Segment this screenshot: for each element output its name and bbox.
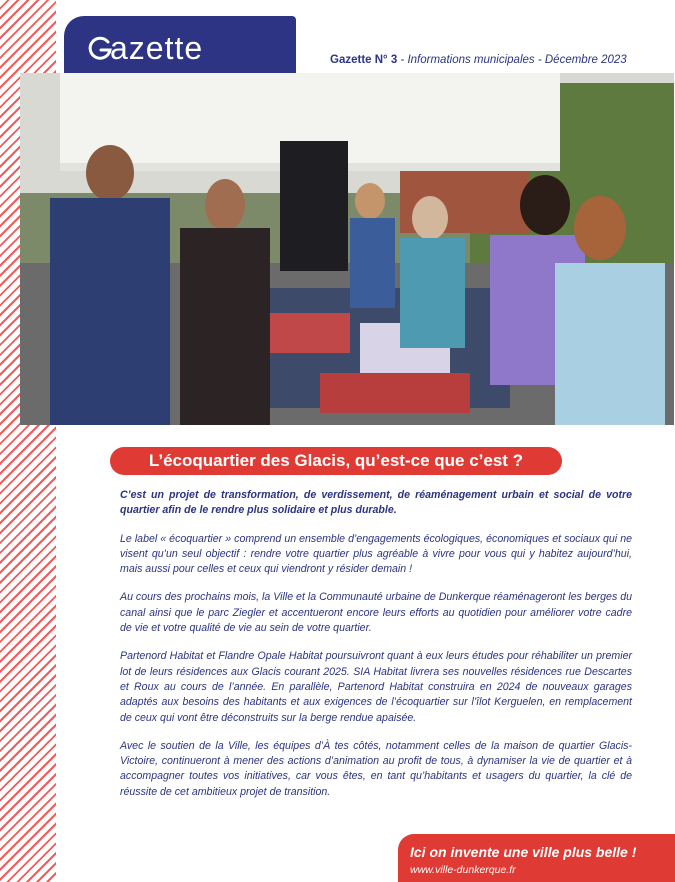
issue-info [330, 54, 640, 66]
article-paragraph: Au cours des prochains mois, la Ville et la Communauté urbaine de Dunkerque réaménageront les berges du canal ainsi que le parc Ziegler et accentueront encore leurs efforts au quotidien pour améliorer votre cadre de vie et votre qualité de vie au sein de votre quartier. [120, 591, 632, 635]
article-paragraph: Avec le soutien de la Ville, les équipes d’À tes côtés, notamment celles de la maison de quartier Glacis-Victoire, continueront à mener des actions d’animation au profit de tous, à dynamiser la vie de quartier et à accompagner toutes vos initiatives, car vous êtes, en tant qu’habitants et usagers du quartier, la clé de réussite de cet ambitieux projet de transition. [120, 739, 632, 798]
article-lead: C’est un projet de transformation, de verdissement, de réaménagement urbain et social de votre quartier afin de le rendre plus solidaire et plus durable. [120, 489, 632, 517]
article-body [120, 488, 632, 813]
logo-gazette: azette [110, 30, 204, 66]
footer-banner [398, 834, 675, 882]
article-paragraph: Le label « écoquartier » comprend un ensemble d’engagements écologiques, économiques et sociaux qui ne visent qu’un seul objectif : rendre votre quartier plus agréable à vivre pour vous qui y habitez aujourd’hui, mais aussi pour celles et ceux qui viendront y résider demain ! [120, 532, 632, 576]
issue-number: Gazette N° 3 [330, 54, 398, 66]
issue-details: - Informations municipales - Décembre 2023 [397, 54, 627, 66]
footer-url[interactable]: www.ville-dunkerque.fr [410, 864, 516, 876]
footer-slogan: Ici on invente une ville plus belle ! [410, 844, 637, 860]
article-paragraph: Partenord Habitat et Flandre Opale Habitat poursuivront quant à eux leurs études pour réhabiliter un premier lot de leurs résidences aux Glacis courant 2025. SIA Habitat livrera ses nouvelles résidences rue Descartes et Roux au cours de l’année. En parallèle, Partenord Habitat construira en 2024 de nouveaux garages adaptés aux besoins des habitants et aux exigences de l’écoquartier sur l’îlot Kerguelen, en remplacement de ceux qui vont être déconstruits sur la berge rendue apaisée. [120, 650, 632, 724]
cover-photo [20, 73, 674, 425]
article-title: L’écoquartier des Glacis, qu’est-ce que c’est ? [110, 447, 562, 475]
market-stall-photo-icon [20, 73, 674, 425]
